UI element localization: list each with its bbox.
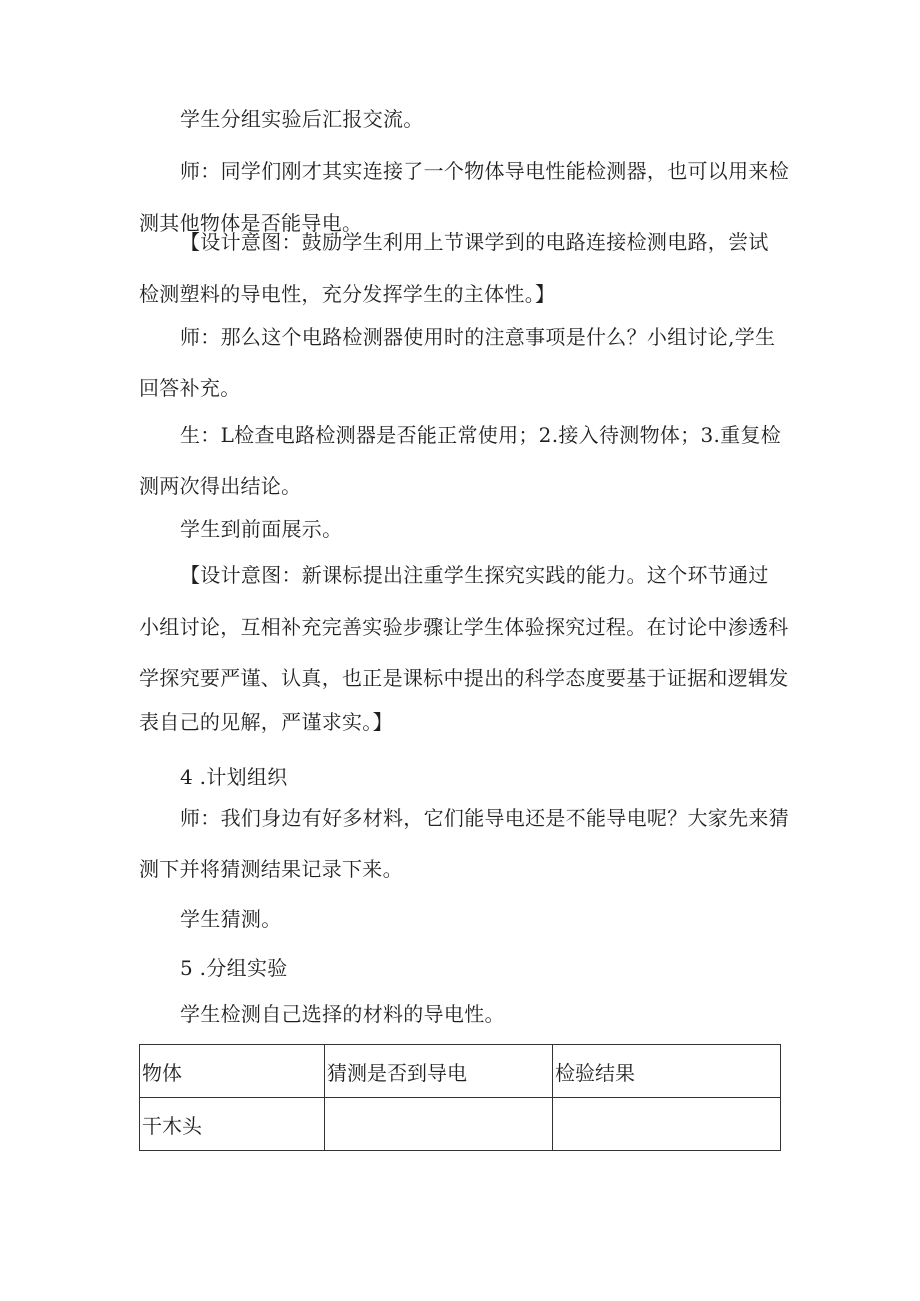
table-header-cell: 检验结果 [553,1045,781,1098]
paragraph-line: 生：L检查电路检测器是否能正常使用；2.接入待测物体；3.重复检 [180,423,782,447]
paragraph-line: 表自己的见解，严谨求实。】 [139,710,393,734]
paragraph-line: 【设计意图：新课标提出注重学生探究实践的能力。这个环节通过 [180,563,769,587]
paragraph-line: 师：我们身边有好多材料，它们能导电还是不能导电呢？大家先来猜 [180,806,789,830]
table-cell: 干木头 [140,1098,325,1151]
table-cell [325,1098,553,1151]
table-cell [553,1098,781,1151]
paragraph-line: 学探究要严谨、认真，也正是课标中提出的科学态度要基于证据和逻辑发 [139,666,789,690]
paragraph-line: 学生猜测。 [180,907,282,931]
paragraph-line: 回答补充。 [139,376,241,400]
paragraph-line: 学生检测自己选择的材料的导电性。 [180,1002,505,1026]
paragraph-line: 师：同学们刚才其实连接了一个物体导电性能检测器，也可以用来检 [180,159,789,183]
table-row [140,1098,781,1151]
paragraph-line: 学生到前面展示。 [180,517,343,541]
paragraph-line: 学生分组实验后汇报交流。 [180,107,424,131]
table-header-cell: 物体 [140,1045,325,1098]
table-header-row [140,1045,781,1098]
section-heading: 5 .分组实验 [180,956,288,980]
paragraph-line: 师：那么这个电路检测器使用时的注意事项是什么？小组讨论,学生 [180,325,776,349]
paragraph-line: 【设计意图：鼓励学生利用上节课学到的电路连接检测电路，尝试 [180,230,769,254]
paragraph-line: 测两次得出结论。 [139,474,302,498]
paragraph-line: 测下并将猜测结果记录下来。 [139,857,403,881]
results-table [139,1044,781,1151]
paragraph-line: 检测塑料的导电性，充分发挥学生的主体性。】 [139,282,556,306]
table-header-cell: 猜测是否到导电 [325,1045,553,1098]
paragraph-line: 小组讨论，互相补充完善实验步骤让学生体验探究过程。在讨论中渗透科 [139,615,789,639]
section-heading: 4 .计划组织 [180,765,288,789]
paragraph-line: 测其他物体是否能导电。 [139,211,363,235]
